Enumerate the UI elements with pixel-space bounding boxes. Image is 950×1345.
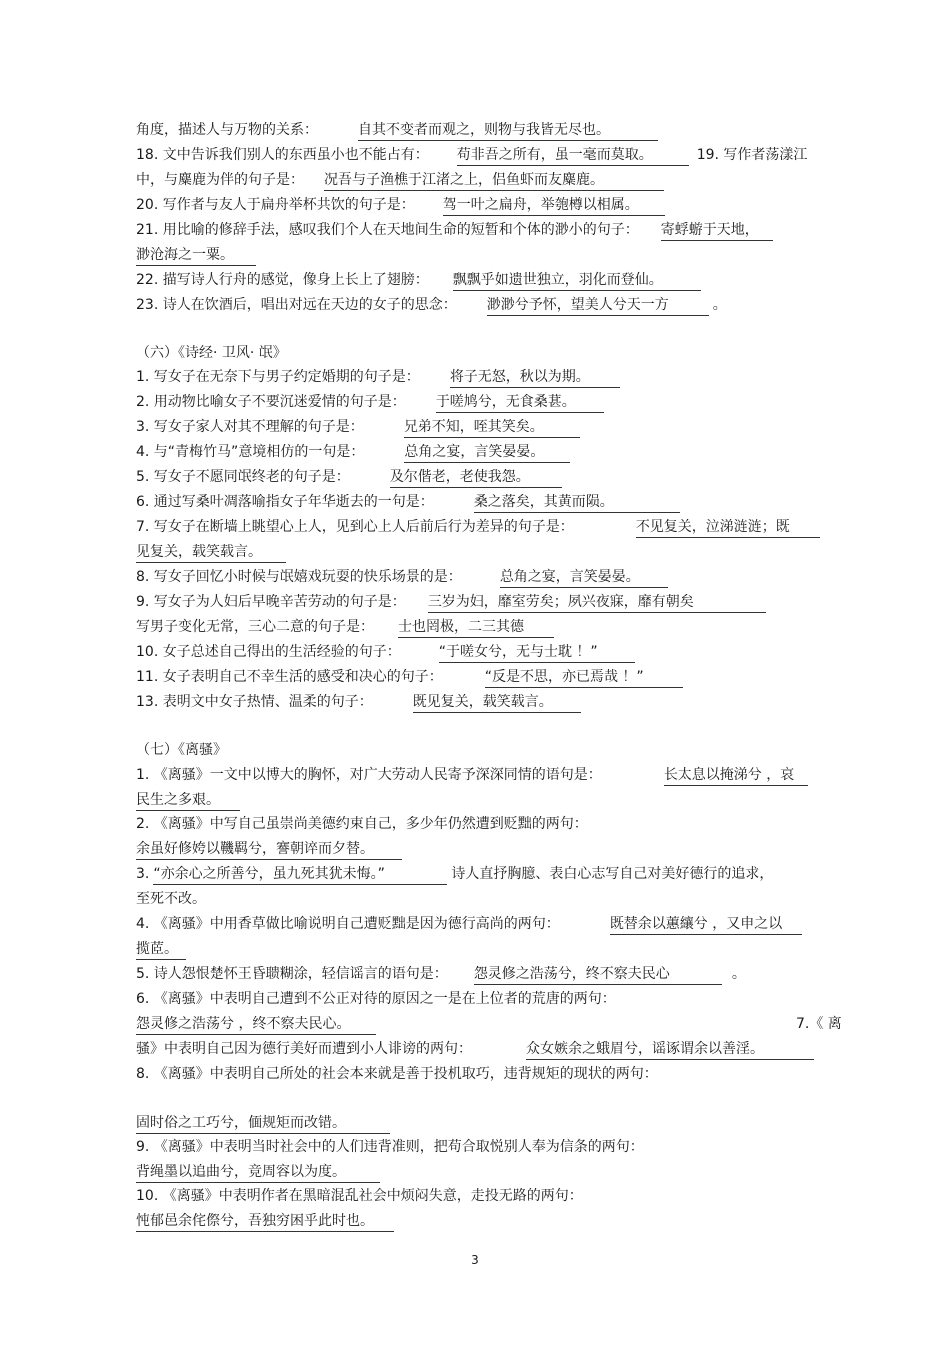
question-line	[136, 1162, 380, 1183]
question-text: 9. 《离骚》中表明当时社会中的人们违背准则，把苟合取悦别人奉为信条的两句：	[136, 1139, 644, 1155]
trailing-text: 。	[731, 966, 746, 982]
question-line	[136, 517, 820, 538]
answer-blank: 余虽好修姱以鞿羁兮，謇朝谇而夕替。	[136, 841, 402, 860]
answer-blank: 自其不变者而观之，则物与我皆无尽也。	[358, 122, 658, 141]
question-text: 写男子变化无常，三心二意的句子是：	[136, 619, 374, 635]
question-text: 10. 女子总述自己得出的生活经验的句子：	[136, 644, 401, 660]
question-line	[136, 939, 186, 960]
page-number: 3	[471, 1253, 479, 1267]
section-heading: （七）《离骚》	[136, 742, 227, 758]
question-line	[136, 120, 658, 141]
answer-blank: 总角之宴，言笑晏晏。	[500, 569, 668, 588]
question-line	[136, 1186, 583, 1206]
answer-blank: 揽茝。	[136, 941, 186, 960]
question-line	[136, 195, 665, 216]
question-text: 3. 写女子家人对其不理解的句子是：	[136, 419, 364, 435]
question-line	[136, 1137, 644, 1157]
answer-blank: 不见复关，泣涕涟涟；既	[636, 519, 820, 538]
question-line	[136, 1039, 814, 1060]
question-line	[136, 964, 746, 985]
question-line	[136, 889, 206, 909]
question-text: 6. 《离骚》中表明自己遭到不公正对待的原因之一是在上位者的荒唐的两句：	[136, 991, 616, 1007]
question-line	[136, 839, 402, 860]
question-line	[136, 467, 562, 488]
answer-blank: 渺渺兮予怀，望美人兮天一方	[487, 297, 709, 316]
answer-blank: 既见复关，载笑载言。	[413, 694, 581, 713]
answer-blank: “亦余心之所善兮，虽九死其犹未悔。”	[153, 866, 447, 885]
question-line	[136, 1014, 842, 1035]
question-line	[136, 692, 581, 713]
answer-blank: 背绳墨以追曲兮，竞周容以为度。	[136, 1164, 380, 1183]
answer-blank: 总角之宴，言笑晏晏。	[404, 444, 570, 463]
answer-blank: 况吾与子渔樵于江渚之上，侣鱼虾而友麋鹿。	[324, 172, 664, 191]
question-text: 2. 《离骚》中写自己虽崇尚美德约束自己，多少年仍然遭到贬黜的两句：	[136, 816, 588, 832]
question-text: 13. 表明文中女子热情、温柔的句子：	[136, 694, 373, 710]
question-line	[136, 1211, 394, 1232]
answer-blank: 三岁为妇，靡室劳矣；夙兴夜寐，靡有朝矣	[428, 594, 766, 613]
question-text: 1. 《离骚》一文中以博大的胸怀，对广大劳动人民寄予深深同情的语句是：	[136, 767, 602, 783]
trailing-text: 。	[712, 297, 727, 313]
question-line	[136, 642, 635, 663]
question-text: 1. 写女子在无奈下与男子约定婚期的句子是：	[136, 369, 420, 385]
question-line	[136, 542, 286, 563]
question-text: 中，与麋鹿为伴的句子是：	[136, 172, 304, 188]
question-text: 3.	[136, 866, 150, 882]
question-line	[136, 392, 604, 413]
question-text: 5. 写女子不愿同氓终老的句子是：	[136, 469, 350, 485]
question-line	[136, 765, 808, 786]
answer-blank: 于嗟鸠兮，无食桑葚。	[436, 394, 604, 413]
answer-blank: 固时俗之工巧兮，偭规矩而改错。	[136, 1115, 390, 1134]
answer-blank: 飘飘乎如遗世独立，羽化而登仙。	[453, 272, 701, 291]
question-line	[136, 270, 701, 291]
trailing-text: 7.《 离	[796, 1016, 842, 1032]
question-line	[136, 1113, 390, 1134]
question-text: 9. 写女子为人妇后早晚辛苦劳动的句子是：	[136, 594, 406, 610]
question-line	[136, 790, 240, 811]
question-line	[136, 1064, 658, 1084]
question-text: 10. 《离骚》中表明作者在黑暗混乱社会中烦闷失意，走投无路的两句：	[136, 1188, 583, 1204]
answer-blank: 将子无怒，秋以为期。	[450, 369, 620, 388]
answer-blank: 寄蜉蝣于天地，	[661, 222, 773, 241]
answer-blank: 长太息以掩涕兮 ，哀	[664, 767, 808, 786]
question-line	[136, 417, 580, 438]
question-line	[136, 989, 616, 1009]
question-line	[136, 492, 680, 513]
answer-blank: 桑之落矣，其黄而陨。	[474, 494, 680, 513]
question-line	[136, 220, 773, 241]
question-text: 4. 与“青梅竹马”意境相仿的一句是：	[136, 444, 365, 460]
answer-blank: 及尔偕老，老使我怨。	[390, 469, 562, 488]
question-line	[136, 914, 802, 935]
question-line	[136, 567, 668, 588]
answer-blank: 既替余以蕙纕兮 ，又申之以	[610, 916, 802, 935]
question-text: 11. 女子表明自己不幸生活的感受和决心的句子：	[136, 669, 443, 685]
question-line	[136, 170, 664, 191]
question-line	[136, 295, 727, 316]
answer-blank: 民生之多艰。	[136, 792, 240, 811]
question-text: 骚》中表明自己因为德行美好而遭到小人诽谤的两句：	[136, 1041, 472, 1057]
answer-blank: “于嗟女兮，无与士耽 ！”	[439, 644, 635, 663]
answer-blank: 苟非吾之所有，虽一毫而莫取。	[457, 147, 689, 166]
question-line	[136, 592, 766, 613]
answer-blank: 见复关，载笑载言。	[136, 544, 286, 563]
question-text: 23. 诗人在饮酒后，唱出对远在天边的女子的思念：	[136, 297, 457, 313]
question-text: 角度，描述人与万物的关系：	[136, 122, 318, 138]
answer-blank: 忳郁邑余侘傺兮，吾独穷困乎此时也。	[136, 1213, 394, 1232]
answer-blank: 兄弟不知，咥其笑矣。	[404, 419, 580, 438]
question-line	[136, 145, 807, 166]
answer-blank: “反是不思，亦已焉哉 ！”	[485, 669, 683, 688]
question-line	[136, 864, 773, 885]
question-text: 4. 《离骚》中用香草做比喻说明自己遭贬黜是因为德行高尚的两句：	[136, 916, 560, 932]
answer-blank: 渺沧海之一粟。	[136, 247, 256, 266]
section-heading: （六）《诗经· 卫风· 氓》	[136, 345, 287, 361]
trailing-text: 19. 写作者荡漾江	[696, 147, 808, 163]
question-text: 5. 诗人怨恨楚怀王昏聩糊涂，轻信谣言的语句是：	[136, 966, 448, 982]
answer-blank: 驾一叶之扁舟，举匏樽以相属。	[443, 197, 665, 216]
answer-blank: 怨灵修之浩荡兮 ，终不察夫民心。	[136, 1016, 376, 1035]
answer-blank: 众女嫉余之蛾眉兮，谣诼谓余以善淫。	[526, 1041, 814, 1060]
answer-blank: 士也罔极，二三其德	[398, 619, 554, 638]
question-line	[136, 442, 570, 463]
question-text: 8. 写女子回忆小时候与氓嬉戏玩耍的快乐场景的是：	[136, 569, 462, 585]
question-text: 6. 通过写桑叶凋落喻指女子年华逝去的一句是：	[136, 494, 434, 510]
question-line	[136, 245, 256, 266]
question-text: 7. 写女子在断墙上眺望心上人，见到心上人后前后行为差异的句子是：	[136, 519, 574, 535]
question-text: 21. 用比喻的修辞手法，感叹我们个人在天地间生命的短暂和个体的渺小的句子：	[136, 222, 639, 238]
question-line	[136, 667, 683, 688]
question-text: 20. 写作者与友人于扁舟举杯共饮的句子是：	[136, 197, 415, 213]
question-text: 8. 《离骚》中表明自己所处的社会本来就是善于投机取巧，违背规矩的现状的两句：	[136, 1066, 658, 1082]
question-text: 18. 文中告诉我们别人的东西虽小也不能占有：	[136, 147, 429, 163]
question-text: 至死不改。	[136, 891, 206, 907]
question-line	[136, 617, 554, 638]
question-line	[136, 814, 588, 834]
question-text: 22. 描写诗人行舟的感觉，像身上长上了翅膀：	[136, 272, 429, 288]
answer-blank: 怨灵修之浩荡兮，终不察夫民心	[474, 966, 722, 985]
trailing-text: 诗人直抒胸臆、表白心志写自己对美好德行的追求，	[451, 866, 774, 882]
question-text: 2. 用动物比喻女子不要沉迷爱情的句子是：	[136, 394, 406, 410]
question-line	[136, 367, 620, 388]
